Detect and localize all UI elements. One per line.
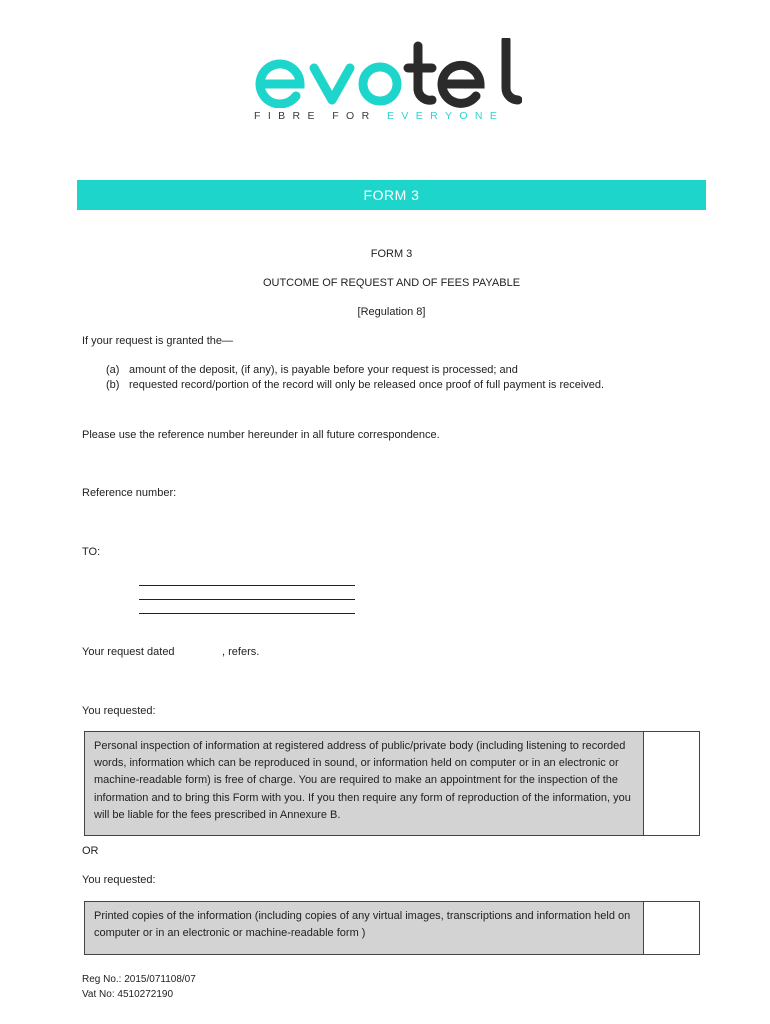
- condition-marker: (a): [106, 364, 120, 376]
- request-dated-prefix: Your request dated: [82, 646, 175, 658]
- condition-b: [106, 378, 604, 392]
- you-requested-label-2: You requested:: [82, 874, 156, 886]
- condition-text: requested record/portion of the record will only be released once proof of full payment is received.: [129, 379, 605, 391]
- reference-note: Please use the reference number hereunder in all future correspondence.: [82, 429, 440, 441]
- address-line-3[interactable]: [139, 613, 355, 614]
- request-option-1-text: Personal inspection of information at registered address of public/private body (including listening to recorded words, information which can be reproduced in sound, or information held on computer or in an electronic or machine-readable form) is free of charge. You are required to make an appointment for the inspection of the information and to bring this Form with you. If you then require any form of reproduction of the information, you will be liable for the fees prescribed in Annexure B.: [85, 732, 644, 835]
- intro-text: If your request is granted the—: [82, 335, 234, 347]
- regulation-label: [Regulation 8]: [357, 306, 426, 318]
- request-option-1-checkbox[interactable]: [645, 732, 699, 835]
- address-line-2[interactable]: [139, 599, 355, 600]
- request-dated-suffix: , refers.: [222, 646, 260, 658]
- condition-marker: (b): [106, 379, 120, 391]
- evotel-logo-mark: [252, 38, 522, 108]
- you-requested-label-1: You requested:: [82, 705, 156, 717]
- reference-number-label: Reference number:: [82, 487, 177, 499]
- form-banner: FORM 3: [77, 180, 706, 210]
- outcome-title: OUTCOME OF REQUEST AND OF FEES PAYABLE: [262, 277, 521, 289]
- address-line-1[interactable]: [139, 585, 355, 586]
- logo-tagline: FIBRE FOR EVERYONE: [254, 110, 505, 122]
- condition-text: amount of the deposit, (if any), is payable before your request is processed; and: [129, 364, 518, 376]
- request-option-1: [84, 731, 700, 836]
- request-option-2-text: Printed copies of the information (including copies of any virtual images, transcriptions and information held on computer or in an electronic or machine-readable form ): [85, 902, 644, 954]
- request-option-2: [84, 901, 700, 955]
- evotel-logo: [252, 38, 522, 124]
- or-label: OR: [82, 845, 99, 857]
- condition-a: [106, 363, 518, 377]
- to-label: TO:: [82, 546, 101, 558]
- footer-vat-no: Vat No: 4510272190: [82, 989, 174, 1000]
- form-label: FORM 3: [370, 248, 413, 260]
- footer-reg-no: Reg No.: 2015/071108/07: [82, 974, 196, 985]
- request-option-2-checkbox[interactable]: [645, 902, 699, 954]
